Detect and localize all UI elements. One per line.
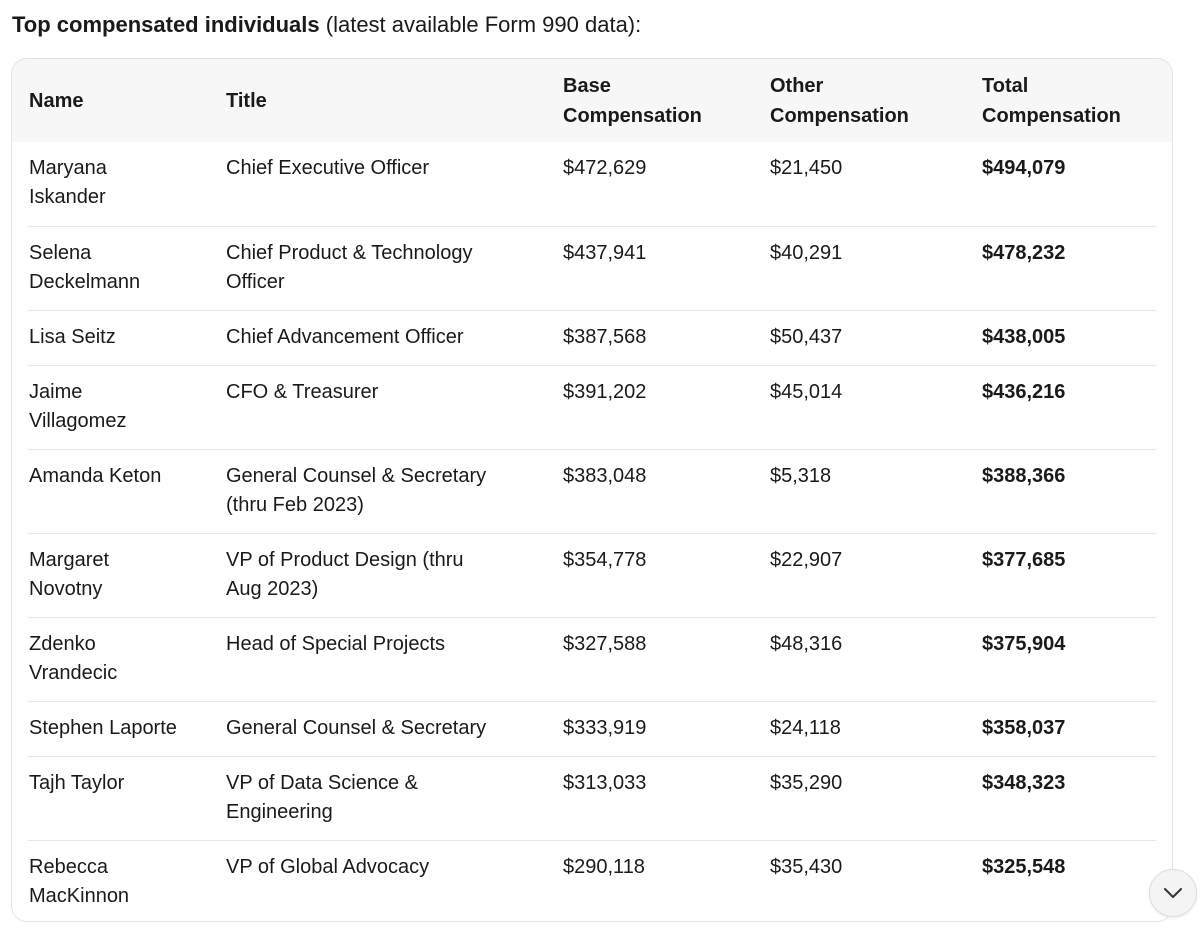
table-row [12,449,1173,533]
table-row [12,756,1173,840]
table-heading [12,9,641,41]
separator-inset-left [12,142,28,921]
cell-other: $45,014 [753,365,965,449]
cell-other: $24,118 [753,701,965,756]
cell-other: $35,430 [770,855,843,878]
cell-base: $437,941 [546,226,753,310]
cell-total: $438,005 [965,310,1173,365]
cell-other: $5,318 [753,449,965,533]
cell-name: Lisa Seitz [12,310,209,365]
compensation-table-container[interactable] [11,58,1173,922]
cell-total: $377,685 [965,533,1173,617]
cell-base: $333,919 [546,701,753,756]
table-body [12,142,1173,922]
cell-title: CFO & Treasurer [209,365,546,449]
cell-base: $387,568 [546,310,753,365]
cell-other: $40,291 [753,226,965,310]
heading-note: (latest available Form 990 data): [319,12,642,37]
cell-title: Chief Executive Officer [209,142,546,226]
table-row [12,533,1173,617]
cell-total: $358,037 [965,701,1173,756]
cell-other: $35,290 [753,756,965,840]
cell-base: $391,202 [546,365,753,449]
cell-other: $21,450 [753,142,965,226]
cell-base: $290,118 [563,855,645,878]
chevron-down-icon [1163,887,1183,899]
cell-name: Zdenko Vrandecic [12,617,209,701]
separator-inset-right [1156,142,1172,921]
cell-base: $472,629 [546,142,753,226]
header-base-compensation: Base Compensation [563,74,702,127]
scroll-down-button[interactable] [1149,869,1197,917]
cell-base: $354,778 [546,533,753,617]
table-row [12,365,1173,449]
cell-title: General Counsel & Secretary [209,701,546,756]
header-total-compensation: Total Compensation [982,74,1121,127]
cell-total: $348,323 [965,756,1173,840]
table-row [12,840,1173,922]
cell-title: VP of Global Advocacy [226,855,430,878]
header-other-compensation: Other Compensation [770,74,909,127]
cell-base: $313,033 [546,756,753,840]
header-row [12,59,1173,142]
cell-name: Stephen Laporte [12,701,209,756]
cell-other: $22,907 [753,533,965,617]
table-row [12,142,1173,226]
table-row [12,617,1173,701]
cell-name: Selena Deckelmann [12,226,209,310]
cell-title: General Counsel & Secretary (thru Feb 2023) [209,449,546,533]
cell-base: $327,588 [546,617,753,701]
cell-base: $383,048 [546,449,753,533]
cell-total: $375,904 [965,617,1173,701]
cell-name: Amanda Keton [12,449,209,533]
cell-title: Chief Product & Technology Officer [209,226,546,310]
cell-total: $436,216 [965,365,1173,449]
cell-total: $388,366 [965,449,1173,533]
header-name: Name [29,89,84,112]
cell-title: Head of Special Projects [209,617,546,701]
table-header [12,59,1173,142]
cell-name: Jaime Villagomez [12,365,209,449]
cell-name: Tajh Taylor [12,756,209,840]
compensation-table [12,59,1173,922]
cell-title: VP of Data Science & Engineering [209,756,546,840]
cell-total: $494,079 [965,142,1173,226]
cell-other: $50,437 [753,310,965,365]
cell-name: Rebecca MacKinnon [29,855,130,907]
table-row [12,701,1173,756]
table-row [12,226,1173,310]
cell-name: Maryana Iskander [12,142,209,226]
cell-title: Chief Advancement Officer [209,310,546,365]
heading-bold: Top compensated individuals [12,12,320,37]
table-row [12,310,1173,365]
cell-name: Margaret Novotny [12,533,209,617]
cell-other: $48,316 [753,617,965,701]
cell-title: VP of Product Design (thru Aug 2023) [209,533,546,617]
cell-total: $478,232 [965,226,1173,310]
header-title: Title [226,89,267,112]
cell-total: $325,548 [982,855,1066,878]
